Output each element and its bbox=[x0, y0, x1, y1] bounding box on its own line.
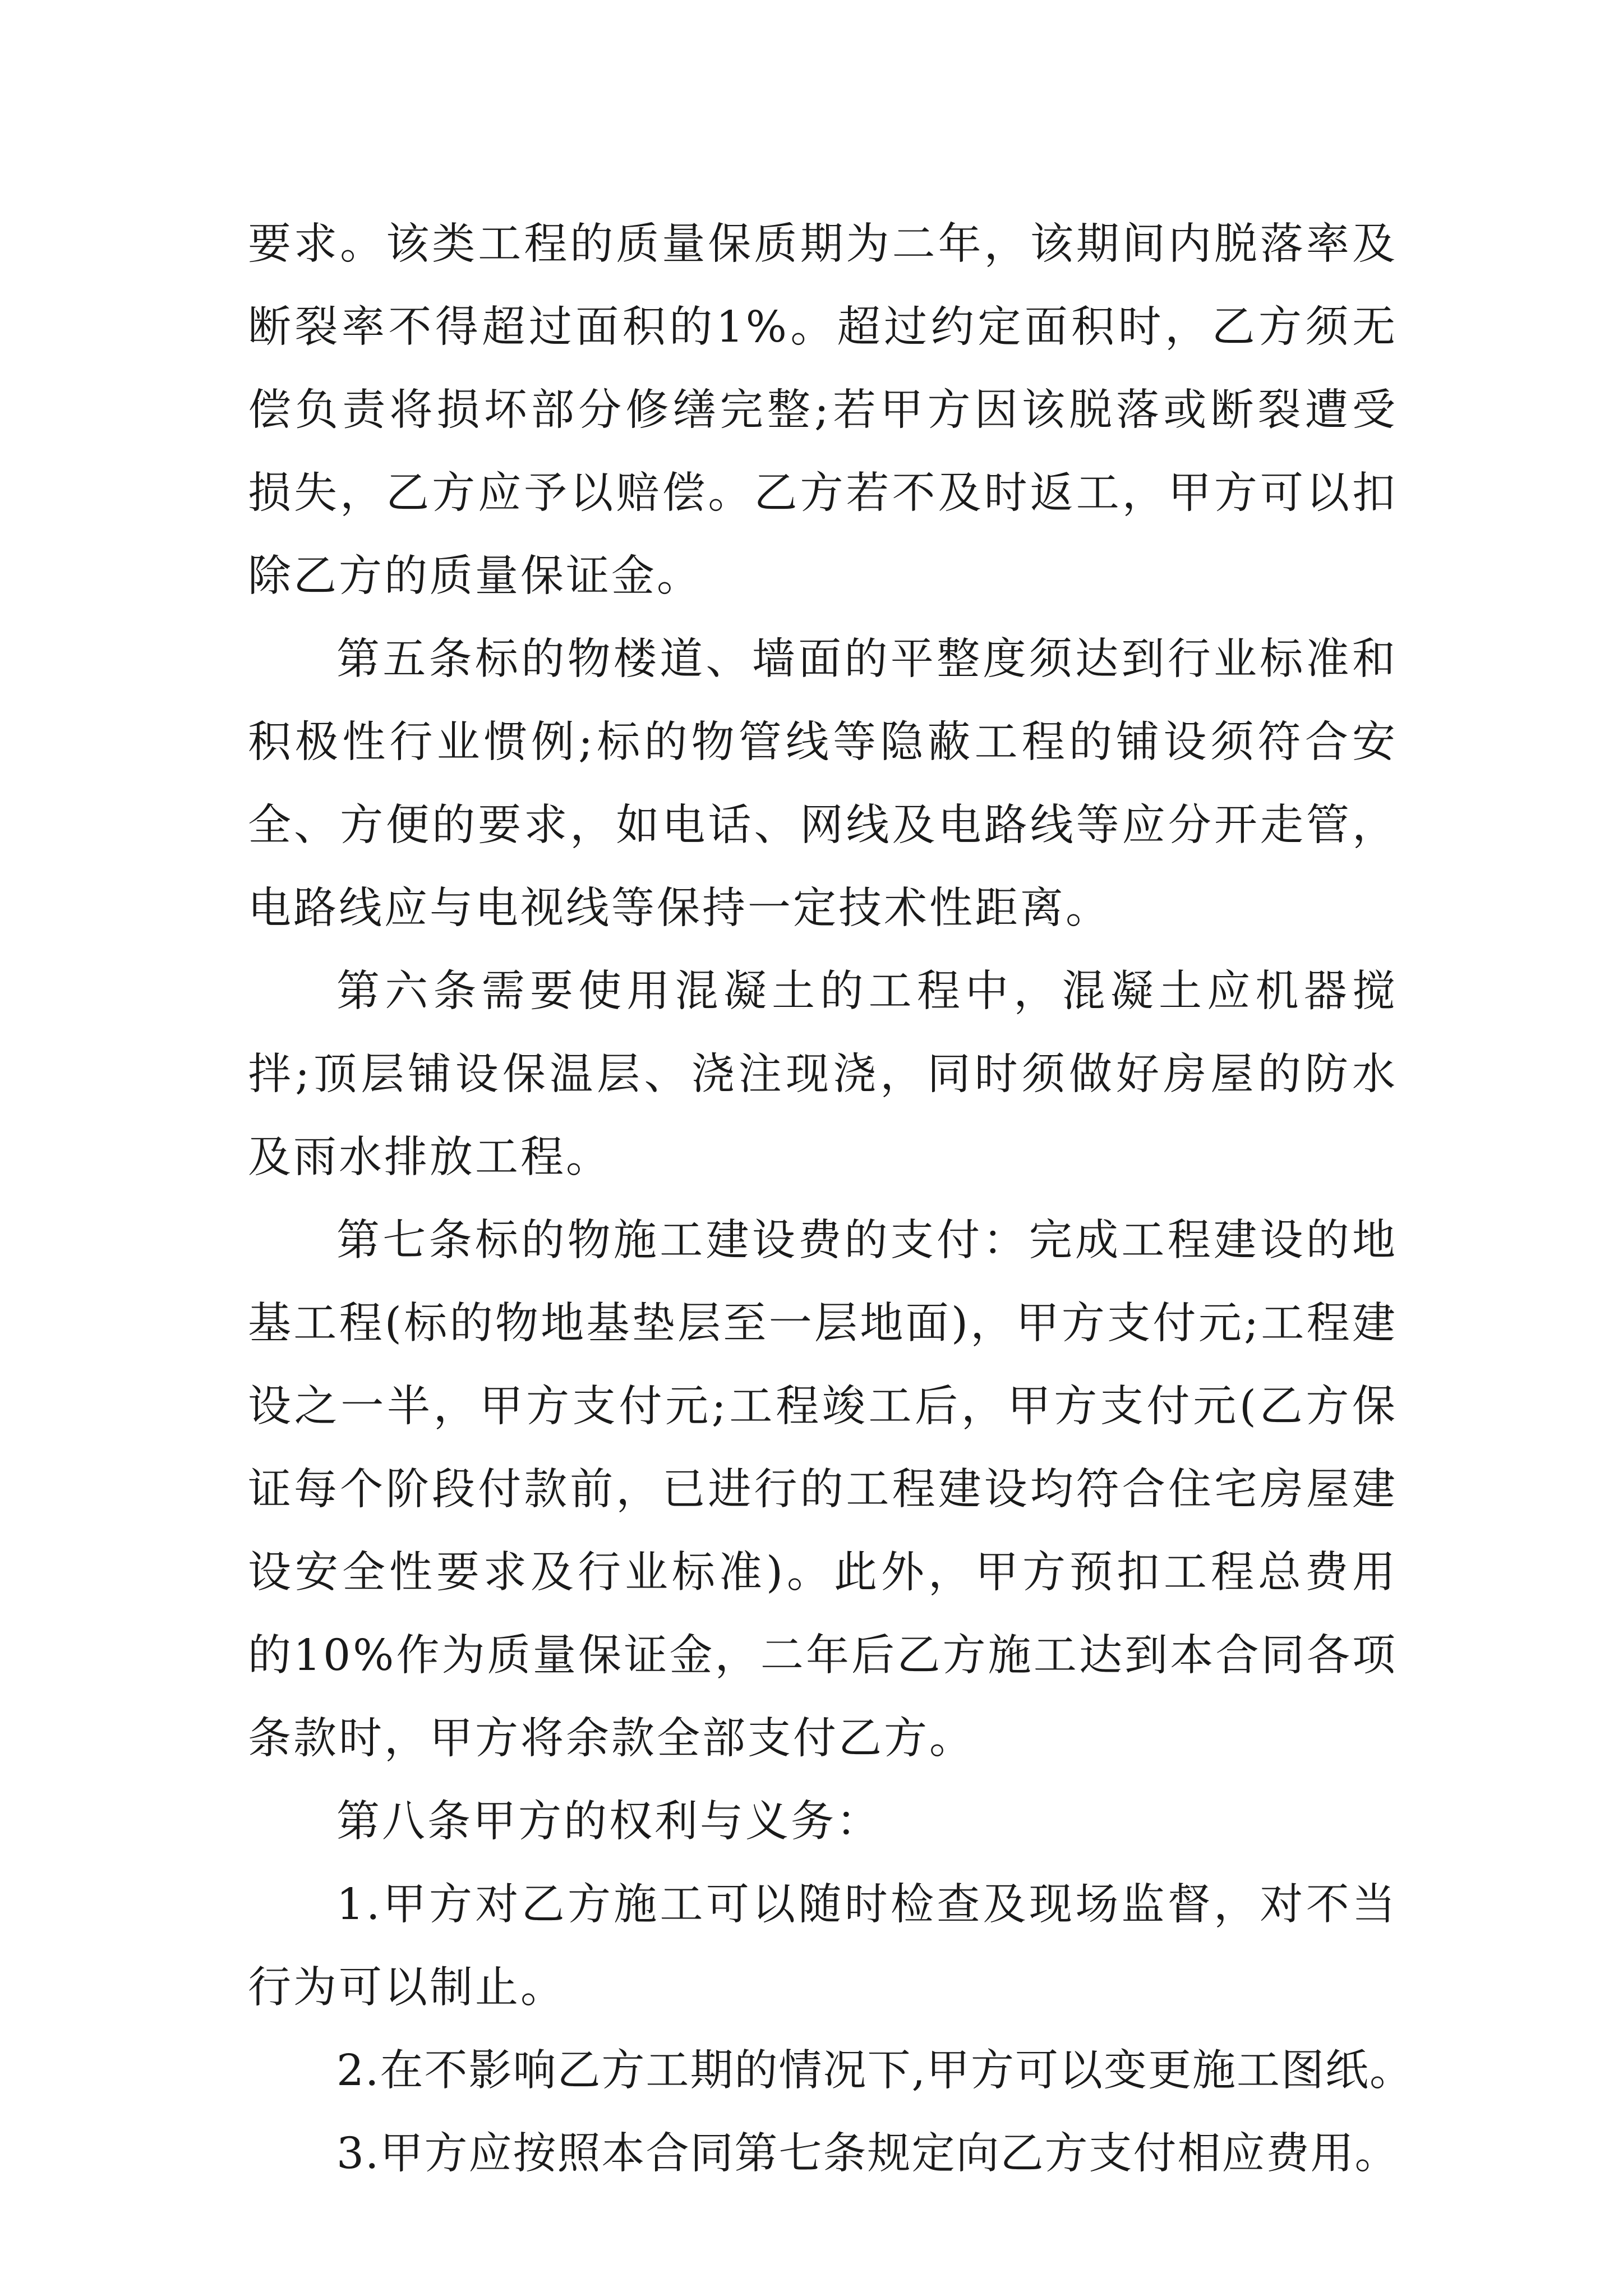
paragraph-article-8-heading: 第八条甲方的权利与义务： bbox=[336, 1797, 882, 1847]
paragraph-article-5: 第五条标的物楼道、墙面的平整度须达到行业标准和积极性行业惯例;标的物管线等隐蔽工程的铺设须符合安全、方便的要求，如电话、网线及电路线等应分开走管，电路线应与电视线等保持一定技术性距离。 bbox=[248, 634, 1398, 933]
paragraph-article-7: 第七条标的物施工建设费的支付：完成工程建设的地基工程(标的物地基垫层至一层地面)，甲方支付元;工程建设之一半，甲方支付元;工程竣工后，甲方支付元(乙方保证每个阶段付款前，已进行的工程建设均符合住宅房屋建设安全性要求及行业标准)。此外，甲方预扣工程总费用的10%作为质量保证金，二年后乙方施工达到本合同各项条款时，甲方将余款全部支付乙方。 bbox=[248, 1216, 1398, 1764]
list-item-1: 1.甲方对乙方施工可以随时检查及现场监督，对不当行为可以制止。 bbox=[248, 1880, 1398, 2013]
list-item-3: 3.甲方应按照本合同第七条规定向乙方支付相应费用。 bbox=[336, 2129, 1399, 2179]
document-body bbox=[248, 203, 1414, 2196]
paragraph-article-6: 第六条需要使用混凝土的工程中，混凝土应机器搅拌;顶层铺设保温层、浇注现浇，同时须做好房屋的防水及雨水排放工程。 bbox=[248, 967, 1398, 1182]
paragraph-quality-warranty: 要求。该类工程的质量保质期为二年，该期间内脱落率及断裂率不得超过面积的1%。超过约定面积时，乙方须无偿负责将损坏部分修缮完整;若甲方因该脱落或断裂遭受损失，乙方应予以赔偿。乙方若不及时返工，甲方可以扣除乙方的质量保证金。 bbox=[248, 219, 1398, 601]
list-item-2: 2.在不影响乙方工期的情况下,甲方可以变更施工图纸。 bbox=[336, 2046, 1414, 2096]
